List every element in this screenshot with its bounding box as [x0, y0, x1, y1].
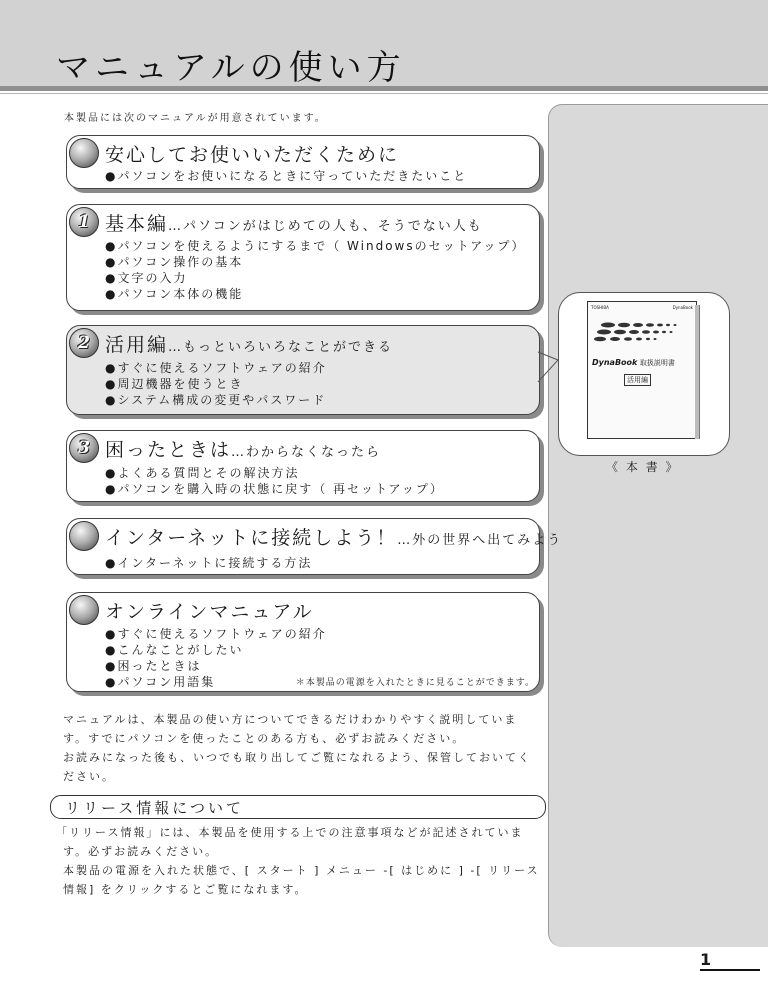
manual-title: インターネットに接続しよう！…外の世界へ出てみよう: [105, 527, 563, 549]
book-image-frame: [558, 292, 730, 456]
release-heading-box: [50, 795, 546, 819]
page-title: マニュアルの使い方: [56, 48, 406, 88]
book-brand-left: TOSHIBA: [591, 305, 609, 310]
list-item: ●パソコン本体の機能: [105, 287, 244, 301]
list-item: ●よくある質問とその解決方法: [105, 466, 300, 480]
list-item: ●パソコンを購入時の状態に戻す（ 再セットアップ）: [105, 482, 444, 496]
list-item: ●パソコンを使えるようにするまで（ Windowsのセットアップ）: [105, 239, 526, 253]
online-note: ＊本製品の電源を入れたときに見ることができます。: [295, 678, 535, 688]
list-item: ●パソコンをお使いになるときに守っていただきたいこと: [105, 169, 468, 183]
release-paragraph: 「リリース情報」には、本製品を使用する上での注意事項などが記述されていま す。必ずお読みください。 本製品の電源を入れた状態で、[ スタート ] メニュー -[ はじめに ] -[ リリース 情報] をクリックするとご覧になれます。: [56, 826, 540, 896]
list-item: ●文字の入力: [105, 271, 188, 285]
list-item: ●すぐに使えるソフトウェアの紹介: [105, 361, 327, 375]
list-item: ●困ったときは: [105, 659, 202, 673]
list-item: ●こんなことがしたい: [105, 643, 244, 657]
intro-text: 本製品には次のマニュアルが用意されています。: [64, 113, 327, 124]
number-2-icon: 2: [69, 328, 99, 358]
book-title-line: DynaBook 取扱説明書: [592, 358, 675, 367]
book-caption: 《 本 書 》: [606, 460, 680, 474]
book-spine: [695, 305, 700, 439]
book-cover-icon: [587, 301, 697, 439]
manual-title: 安心してお使いいただくために: [105, 144, 400, 166]
release-heading: リリース情報について: [65, 799, 244, 817]
book-brand-right: DynaBook: [672, 305, 693, 310]
list-item: ●周辺機器を使うとき: [105, 377, 244, 391]
list-item: ●パソコン操作の基本: [105, 255, 244, 269]
manual-title: 活用編…もっといろいろなことができる: [105, 334, 394, 356]
manual-title: 基本編…パソコンがはじめての人も、そうでない人も: [105, 213, 483, 235]
list-item: ●パソコン用語集: [105, 675, 216, 689]
page-number-rule: [700, 969, 760, 971]
manual-title: オンラインマニュアル: [105, 601, 314, 623]
list-item: ●インターネットに接続する方法: [105, 556, 313, 570]
number-3-icon: 3: [69, 433, 99, 463]
list-item: ●すぐに使えるソフトウェアの紹介: [105, 627, 327, 641]
list-item: ●システム構成の変更やパスワード: [105, 393, 327, 407]
page-number: 1: [700, 950, 712, 969]
number-1-icon: 1: [69, 207, 99, 237]
manual-title: 困ったときは…わからなくなったら: [105, 439, 382, 461]
dotted-logo-pattern: [594, 320, 690, 346]
body-paragraph: マニュアルは、本製品の使い方についてできるだけわかりやすく説明していま す。すでにパソコンを使ったことのある方も、必ずお読みください。 お読みになった後も、いつでも取り出してご覧になれるよう、保管しておいてく ださい。: [63, 713, 531, 783]
book-edition-label: 活用編: [624, 374, 651, 386]
